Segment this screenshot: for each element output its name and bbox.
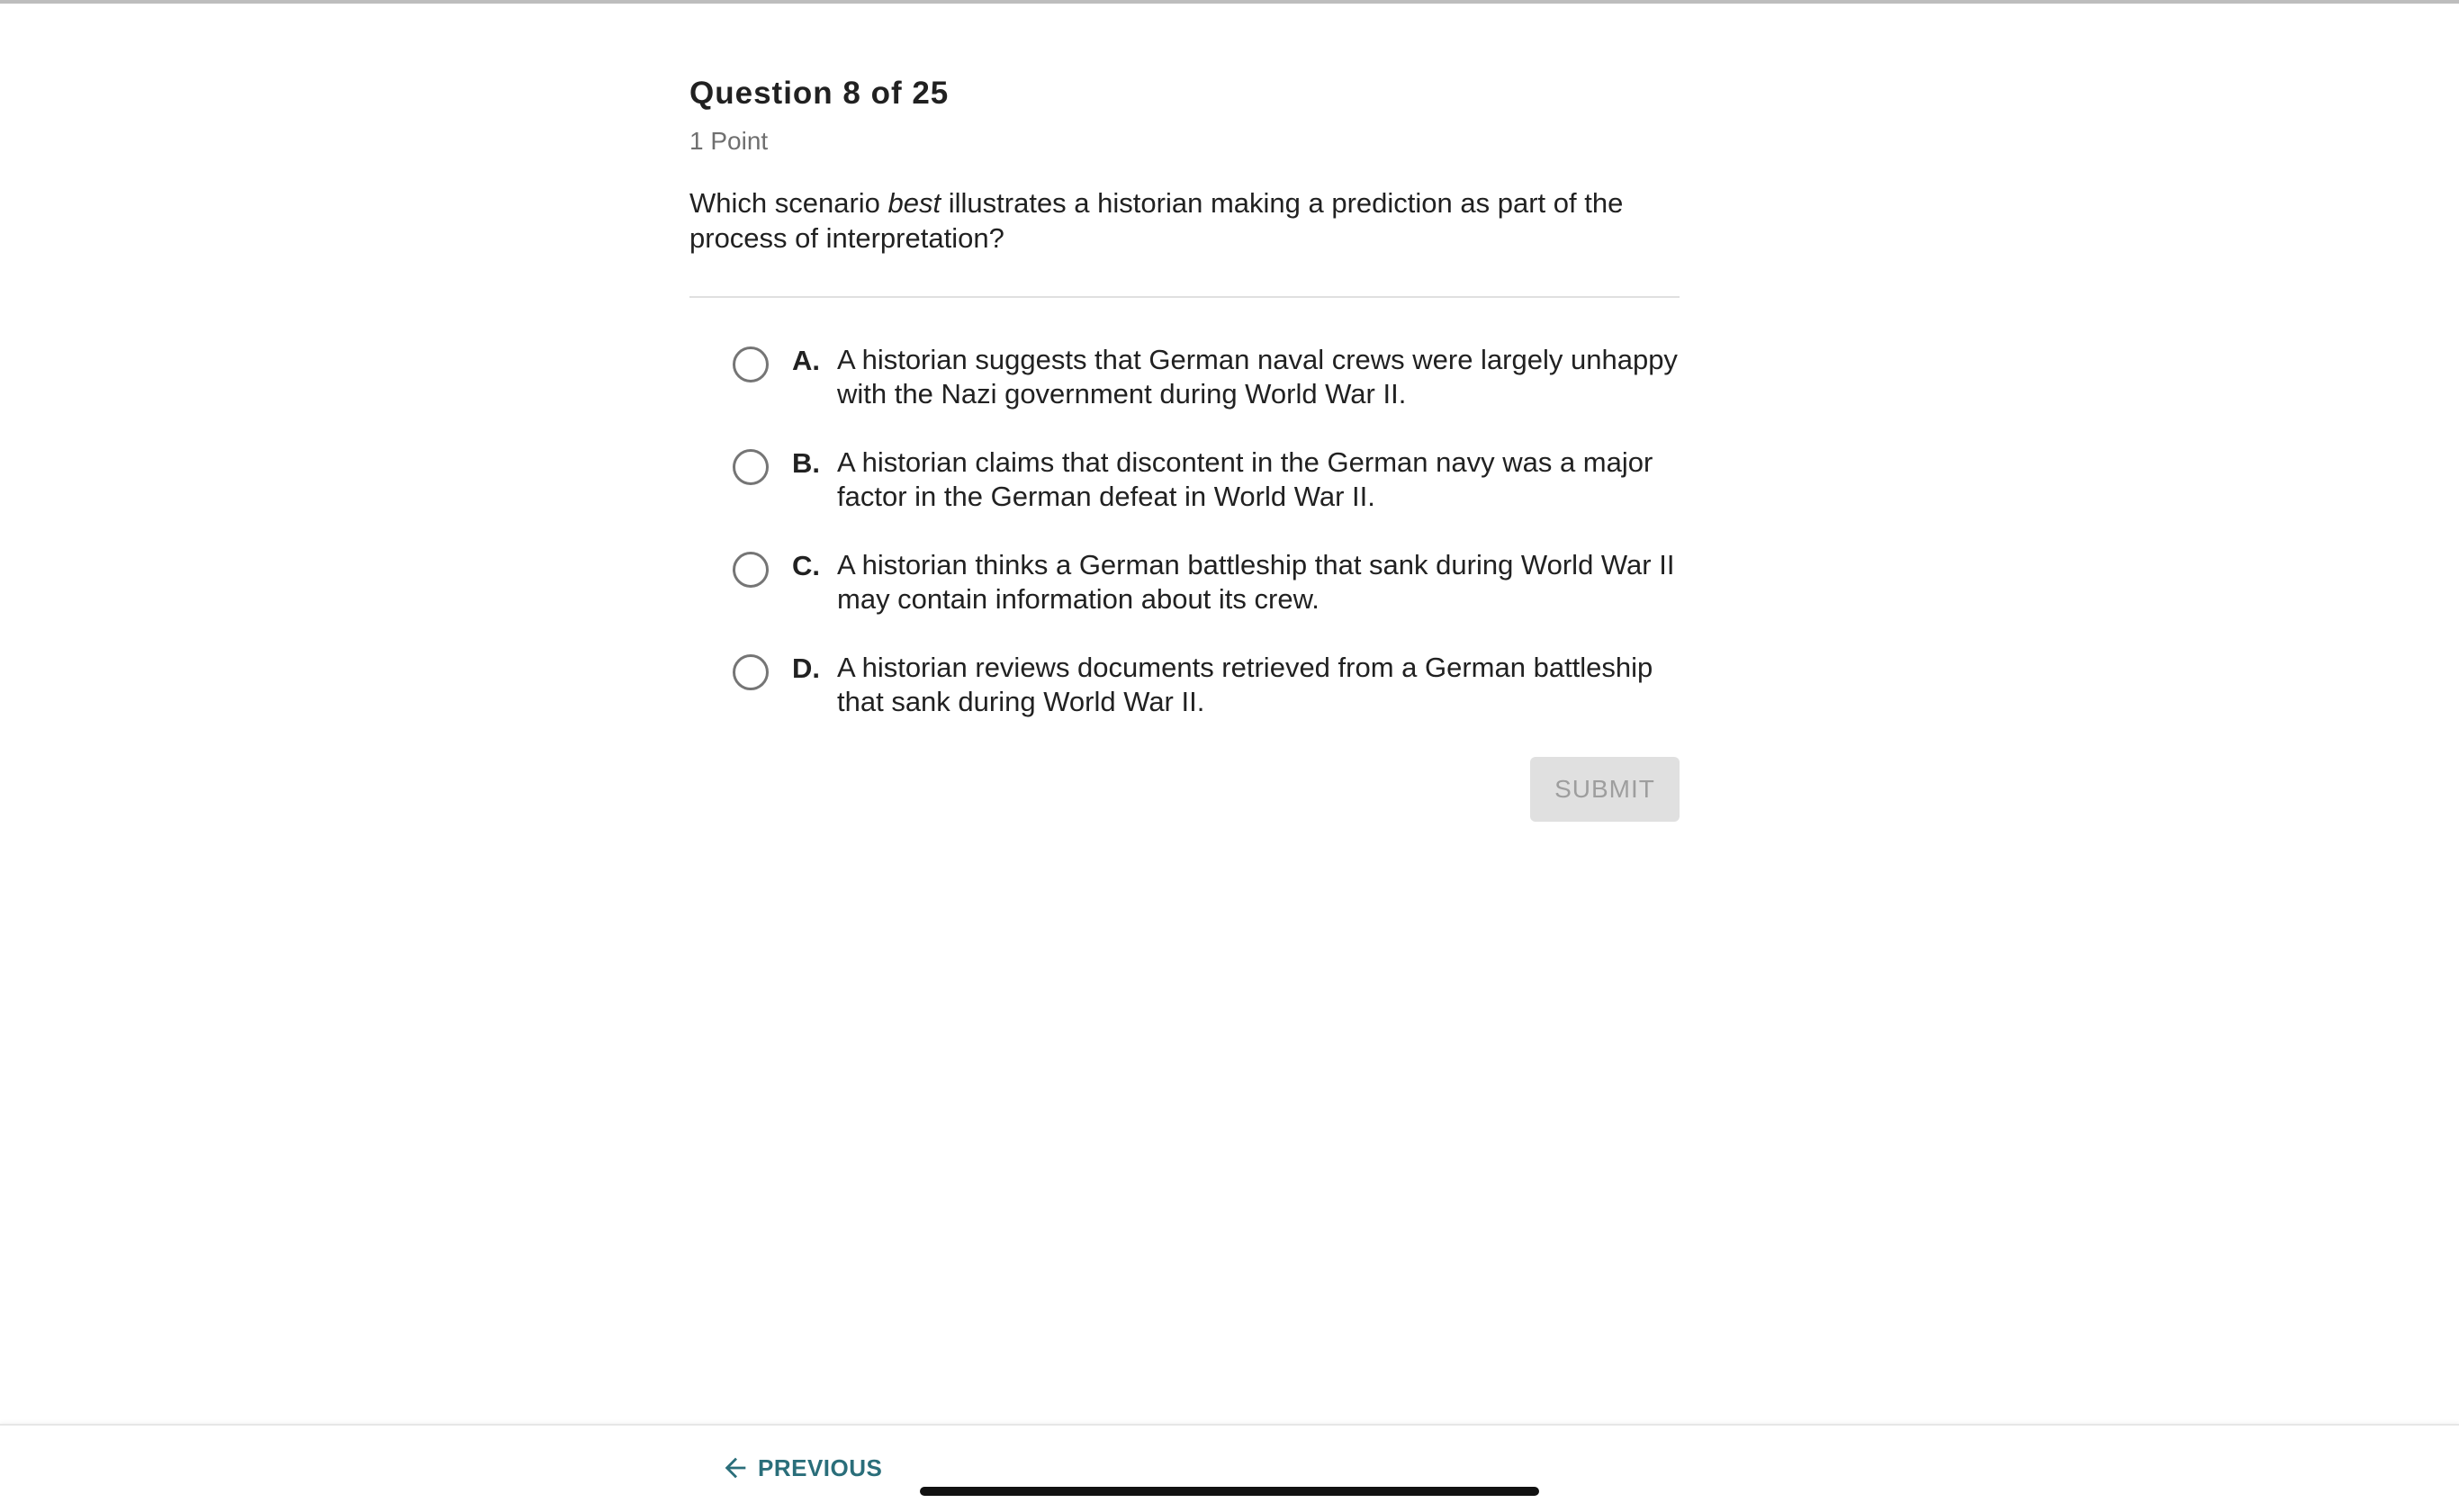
- radio-button-a[interactable]: [733, 346, 769, 382]
- prompt-text-start: Which scenario: [689, 187, 888, 219]
- radio-button-b[interactable]: [733, 449, 769, 485]
- question-panel: [689, 72, 1680, 822]
- top-divider: [0, 0, 2459, 4]
- home-indicator: [920, 1487, 1539, 1496]
- answer-choice-b[interactable]: [733, 446, 1680, 514]
- submit-row: [689, 757, 1680, 822]
- choice-text: A historian reviews documents retrieved from a German battleship that sank during World War II.: [837, 652, 1653, 717]
- answer-choices: [733, 343, 1680, 719]
- submit-button[interactable]: SUBMIT: [1530, 757, 1680, 822]
- answer-choice-d[interactable]: [733, 651, 1680, 719]
- question-prompt: [689, 185, 1680, 256]
- choice-text: A historian suggests that German naval crews were largely unhappy with the Nazi government during World War II.: [837, 344, 1678, 410]
- previous-button[interactable]: [720, 1453, 882, 1483]
- answer-choice-a[interactable]: [733, 343, 1680, 411]
- bottom-nav-bar: [0, 1424, 2459, 1512]
- prompt-text-end: illustrates a historian making a prediction as part of the process of interpretation?: [689, 187, 1624, 254]
- choice-text: A historian thinks a German battleship that sank during World War II may contain information about its crew.: [837, 549, 1675, 615]
- choice-letter: B.: [792, 447, 820, 479]
- radio-button-d[interactable]: [733, 654, 769, 690]
- prompt-emphasis: best: [887, 187, 941, 219]
- question-title: Question 8 of 25: [689, 76, 950, 111]
- choice-letter: A.: [792, 345, 820, 376]
- answer-choice-c[interactable]: [733, 548, 1680, 616]
- choice-letter: C.: [792, 550, 820, 581]
- arrow-left-icon: [720, 1453, 751, 1483]
- radio-button-c[interactable]: [733, 552, 769, 588]
- section-divider: [689, 296, 1680, 298]
- question-points: 1 Point: [689, 127, 769, 155]
- previous-label: PREVIOUS: [758, 1454, 883, 1481]
- choice-text: A historian claims that discontent in the German navy was a major factor in the German defeat in World War II.: [837, 446, 1653, 512]
- choice-letter: D.: [792, 652, 820, 684]
